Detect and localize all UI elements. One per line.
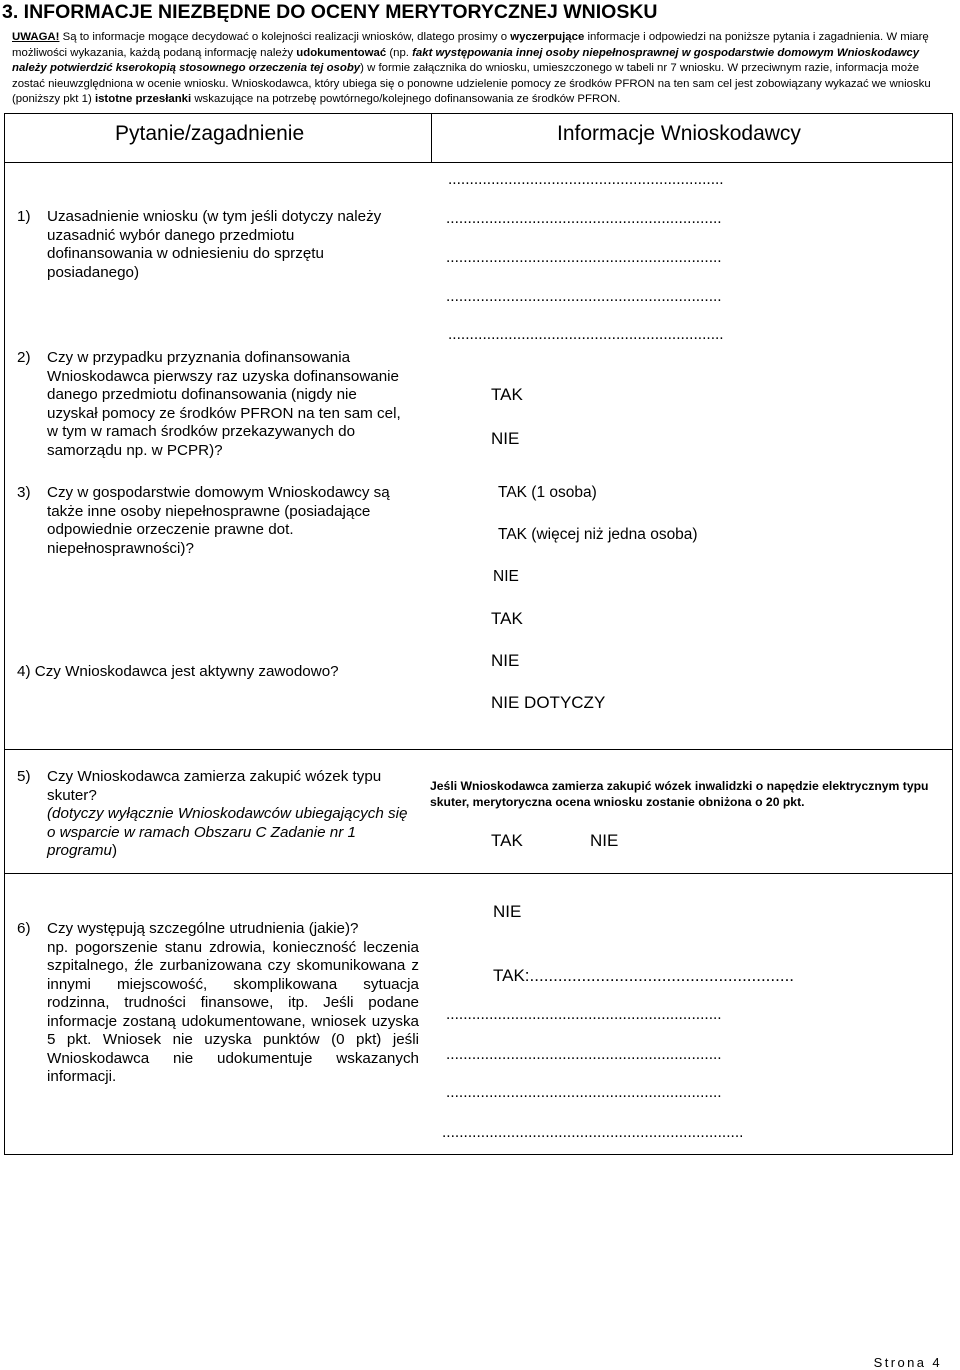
option-no[interactable]: NIE: [491, 429, 520, 448]
page-number: Strona 4: [873, 1355, 942, 1370]
option-yes[interactable]: TAK: [491, 831, 523, 850]
answer-1-line[interactable]: ................................................................: [446, 249, 722, 266]
assessment-table: [4, 113, 953, 1155]
option-no[interactable]: NIE: [491, 651, 520, 670]
table-header: [5, 114, 952, 163]
answer-6-line[interactable]: ................................................................: [446, 1084, 722, 1101]
question-4: 4) Czy Wnioskodawca jest aktywny zawodowo?: [17, 663, 339, 680]
option-yes-with-details[interactable]: TAK:........................................................: [493, 966, 795, 985]
option-yes[interactable]: TAK: [491, 385, 523, 404]
notice-text: UWAGA! Są to informacje mogące decydować o kolejności realizacji wniosków, dlatego prosimy o wyczerpujące informacje i odpowiedzi na poniższe pytania i zagadnienia. W miarę możliwości wykazania, każdą podaną informację należy udokumentować (np. fakt występowania innej osoby niepełnosprawnej w gospodarstwie domowym Wnioskodawcy należy potwierdzić kserokopią stosownego orzeczenia tej osoby) w formie załącznika do wniosku, umieszczonego w tabeli nr 7 wniosku. W przeciwnym razie, informacja może zostać nieuwzględniona w ocenie wniosku. Wnioskodawca, który ubiega się o ponowne udzielenie pomocy ze środków PFRON na ten sam cel jest zobowiązany wykazać we wniosku (poniższy pkt 1) istotne przesłanki wskazujące na potrzebę powtórnego/kolejnego dofinansowania ze środków PFRON.: [12, 31, 931, 106]
option-yes[interactable]: TAK: [491, 609, 523, 628]
answer-6-line[interactable]: ................................................................: [446, 1046, 722, 1063]
option-no[interactable]: NIE: [590, 831, 619, 850]
question-1: 1) Uzasadnienie wniosku (w tym jeśli dotyczy należy uzasadnić wybór danego przedmiotu dofinansowania w odniesieniu do sprzętu posiadanego): [17, 208, 382, 281]
question-5: 5) Czy Wnioskodawca zamierza zakupić wózek typu skuter? (dotyczy wyłącznie Wnioskodawców ubiegających się o wsparcie w ramach Obszaru C Zadanie nr 1 programu): [17, 768, 408, 859]
question-2: 2) Czy w przypadku przyznania dofinansowania Wnioskodawca pierwszy raz uzyska dofinansowanie danego przedmiotu dofinansowania (nigdy nie uzyskał pomocy ze środków PFRON na ten sam cel, w tym w ramach środków przekazywanych do samorządu np. w PCPR)?: [17, 349, 401, 459]
answer-1-line[interactable]: ................................................................: [448, 171, 724, 188]
scooter-penalty-note: Jeśli Wnioskodawca zamierza zakupić wózek inwalidzki o napędzie elektrycznym typu skuter, merytoryczna ocena wniosku zostanie obniżona o 20 pkt.: [430, 779, 929, 809]
answer-6-line[interactable]: ......................................................................: [442, 1124, 744, 1141]
header-question: Pytanie/zagadnienie: [115, 122, 305, 145]
option-not-applicable[interactable]: NIE DOTYCZY: [491, 693, 606, 712]
row-divider: [5, 873, 952, 874]
section-title: 3. INFORMACJE NIEZBĘDNE DO OCENY MERYTORYCZNEJ WNIOSKU: [2, 1, 658, 23]
row-divider: [5, 749, 952, 750]
answer-1-line[interactable]: ................................................................: [448, 326, 724, 343]
option-no[interactable]: NIE: [493, 568, 519, 585]
option-yes-one-person[interactable]: TAK (1 osoba): [498, 484, 597, 501]
option-yes-more-persons[interactable]: TAK (więcej niż jedna osoba): [498, 526, 698, 543]
question-3: 3) Czy w gospodarstwie domowym Wnioskodawcy są także inne osoby niepełnosprawne (posiadające odpowiednie orzeczenie prawne dot. niepełnosprawności)?: [17, 484, 390, 557]
option-no[interactable]: NIE: [493, 902, 522, 921]
header-divider: [431, 114, 432, 162]
header-info: Informacje Wnioskodawcy: [557, 122, 801, 145]
answer-1-line[interactable]: ................................................................: [446, 288, 722, 305]
answer-6-line[interactable]: ................................................................: [446, 1006, 722, 1023]
answer-1-line[interactable]: ................................................................: [446, 210, 722, 227]
notice-warning-label: UWAGA!: [12, 31, 60, 43]
question-6: 6) Czy występują szczególne utrudnienia (jakie)? np. pogorszenie stanu zdrowia, konieczność leczenia szpitalnego, źle zurbanizowana czy skomunikowana z innymi miejscowość, skomplikowana sytuacja rodzinna, trudności finansowe, itp. Jeśli podane informacje zostaną udokumentowane, wniosek uzyska 5 pkt. Wniosek nie uzyska punktów (0 pkt) jeśli Wnioskodawca nie udokumentuje wskazanych informacji.: [17, 920, 419, 1085]
